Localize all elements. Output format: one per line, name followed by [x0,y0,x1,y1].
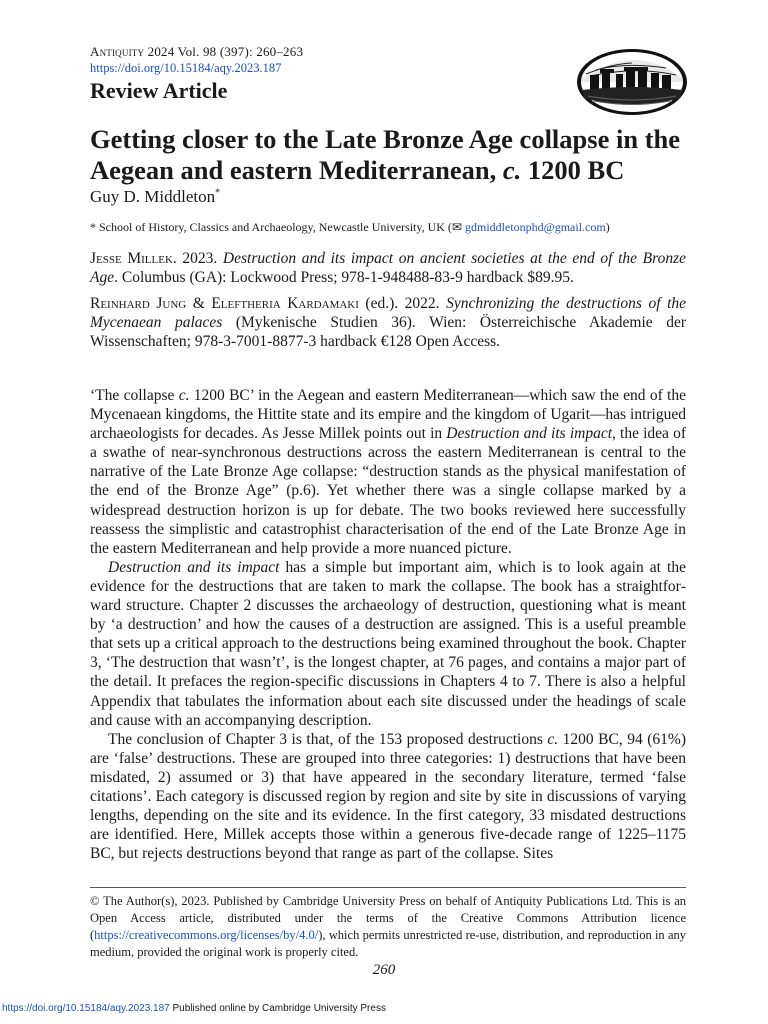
footnote-divider [90,887,686,888]
body-paragraph-3: The conclusion of Chapter 3 is that, of the 153 proposed destructions c. 1200 BC, 94 (61%) are ‘false’ destructions. These are grouped into three categories: 1) destructions that have been misdated, 2) assumed or 3) that have appeared in the secondary literature, termed ‘false citations’. Each category is discussed region by region and site by site in discussions of varying lengths, depending on the site and its evidence. In the first category, 33 misdated destructions are identified. Here, Millek accepts those within a generous five-decade range of 1225–1175 BC, but rejects destructions beyond that range as part of the collapse. Sites [90,730,686,863]
journal-reference: 2024 Vol. 98 (397): 260–263 [147,44,304,59]
license-link[interactable]: https://creativecommons.org/licenses/by/4.0/ [94,928,319,942]
reviewed-book-2: Reinhard Jung & Eleftheria Kardamaki (ed.). 2022. Synchronizing the destructions of the Mycenaean palaces (Mykenische Studien 36). Wien: Österreichische Akademie der Wissenschaften; 978-3-7001-8877-3 hardback €128 Open Access. [90,295,686,350]
author-affiliation: * School of History, Classics and Archaeology, Newcastle University, UK (✉ gdmiddletonphd@gmail.com) [90,220,610,234]
reviewed-book-1: Jesse Millek. 2023. Destruction and its impact on ancient societies at the end of the Bronze Age. Columbus (GA): Lockwood Press; 978-1-948488-83-9 hardback $89.95. [90,250,686,286]
body-paragraph-2: Destruction and its impact has a simple but important aim, which is to look again at the evidence for the destructions that are taken to mark the collapse. The book has a straightforward structure. Chapter 2 discusses the archaeology of destruction, questioning what is meant by ‘a destruction’ and how the causes of a destruction are assigned. This is a useful preamble that sets up a critical approach to the destructions being examined throughout the book. Chapter 3, ‘The destruction that wasn’t’, is the longest chapter, at 76 pages, and contains a major part of the detail. It prefaces the region-specific discussions in Chapters 4 to 7. There is also a helpful Appendix that tabulates the information about each site discussed under the headings of scale and cause with an accompanying description. [90,558,686,729]
footer-doi-link[interactable]: https://doi.org/10.15184/aqy.2023.187 [2,1003,170,1014]
article-title: Getting closer to the Late Bronze Age collapse in the Aegean and eastern Mediterranean, c. 1200 BC [90,124,681,185]
page-number: 260 [372,962,396,978]
body-paragraph-1: ‘The collapse c. 1200 BC’ in the Aegean and eastern Mediterranean—which saw the end of the Mycenaean kingdoms, the Hittite state and its empire and the kingdom of Ugarit—has intrigued archaeologists for decades. As Jesse Millek points out in Destruction and its impact, the idea of a swathe of near-synchronous destructions across the eastern Mediterranean is central to the narrative of the Late Bronze Age collapse: “destruction stands as the physical manifestation of the end of the Bronze Age” (p.6). Yet whether there was a single collapse marked by a widespread destruction horizon is up for debate. The two books reviewed here successfully reassess the simplistic and catastrophist characterisation of the end of the Late Bronze Age in the eastern Mediterranean and help provide a more nuanced picture. [90,387,686,557]
copyright-footnote: © The Author(s), 2023. Published by Cambridge University Press on behalf of Antiquity Publications Ltd. This is an Open Access article, distributed under the terms of the Creative Commons Attribution licence (https://creativecommons.org/licenses/by/4.0/), which permits unrestricted re-use, distribution, and reproduction in any medium, provided the original work is properly cited. [90,894,686,959]
stonehenge-logo-icon [576,48,688,116]
article-type: Review Article [90,78,228,103]
doi-link[interactable]: https://doi.org/10.15184/aqy.2023.187 [90,61,282,75]
author-email-link[interactable]: gdmiddletonphd@gmail.com [465,220,606,234]
publisher-footer: https://doi.org/10.15184/aqy.2023.187 Published online by Cambridge University Press [2,1003,386,1014]
author-name: Guy D. Middleton* [90,187,221,206]
journal-name: Antiquity [90,44,145,59]
journal-citation [90,44,303,60]
article-body [90,386,686,863]
email-icon: ✉ [451,220,462,234]
